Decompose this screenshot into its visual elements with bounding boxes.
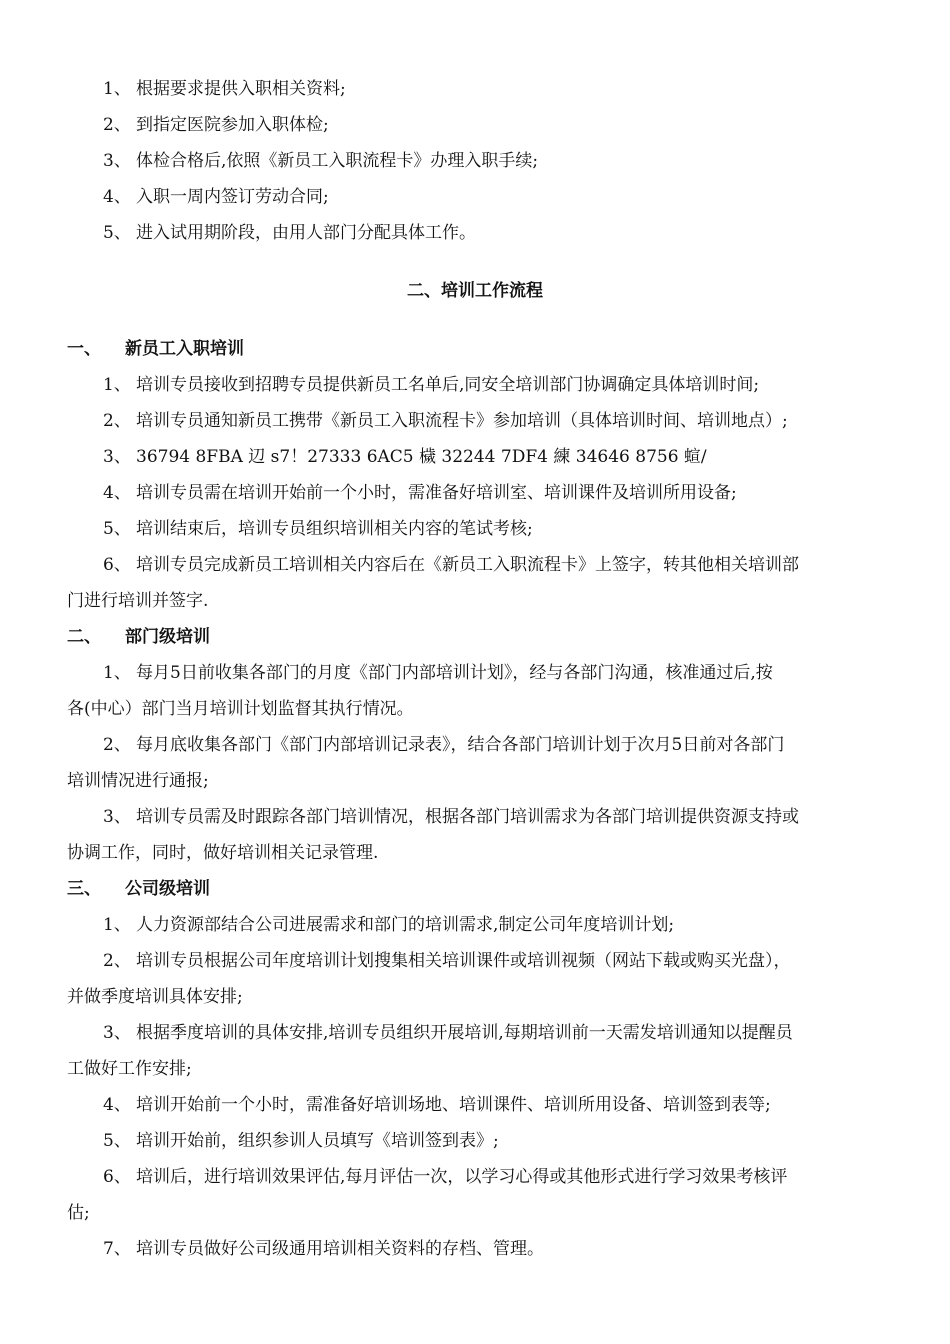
heading-number: 三、 (67, 879, 101, 899)
list-item (103, 150, 538, 172)
item-text: 体检合格后,依照《新员工入职流程卡》办理入职手续; (136, 151, 539, 171)
item-number: 5、 (103, 519, 131, 539)
list-item (103, 554, 799, 576)
list-item (103, 518, 533, 540)
heading-number: 二、 (67, 627, 101, 647)
item-continuation: 并做季度培训具体安排; (67, 987, 243, 1007)
heading-number: 一、 (67, 339, 101, 359)
item-number: 1、 (103, 375, 131, 395)
item-text: 培训专员根据公司年度培训计划搜集相关培训课件或培训视频（网站下载或购买光盘）， (136, 951, 791, 971)
list-item (103, 734, 784, 756)
list-item (103, 222, 476, 244)
item-number: 1、 (103, 663, 131, 683)
item-number: 5、 (103, 223, 131, 243)
list-item (103, 482, 737, 504)
item-text: 每月5日前收集各部门的月度《部门内部培训计划》，经与各部门沟通，核准通过后,按 (136, 663, 773, 683)
item-text: 人力资源部结合公司进展需求和部门的培训需求,制定公司年度培训计划; (136, 915, 675, 935)
item-continuation: 培训情况进行通报; (67, 771, 209, 791)
item-text: 根据要求提供入职相关资料; (136, 79, 346, 99)
item-text: 进入试用期阶段，由用人部门分配具体工作。 (136, 223, 476, 243)
list-item (103, 78, 346, 100)
item-text: 培训专员需在培训开始前一个小时，需准备好培训室、培训课件及培训所用设备; (136, 483, 737, 503)
item-number: 4、 (103, 187, 131, 207)
item-text: 入职一周内签订劳动合同; (136, 187, 329, 207)
item-number: 3、 (103, 151, 131, 171)
list-item (103, 1130, 499, 1152)
item-text: 培训开始前，组织参训人员填写《培训签到表》; (136, 1131, 499, 1151)
item-number: 5、 (103, 1131, 131, 1151)
list-item (103, 114, 329, 136)
item-number: 2、 (103, 411, 131, 431)
list-item (103, 186, 329, 208)
item-number: 4、 (103, 483, 131, 503)
list-item (103, 1094, 771, 1116)
section-heading (67, 878, 210, 900)
item-text: 到指定医院参加入职体检; (136, 115, 329, 135)
list-item (103, 806, 799, 828)
item-number: 1、 (103, 915, 131, 935)
heading-text: 公司级培训 (125, 879, 210, 899)
item-text: 培训专员通知新员工携带《新员工入职流程卡》参加培训（具体培训时间、培训地点）; (136, 411, 788, 431)
item-text: 培训专员完成新员工培训相关内容后在《新员工入职流程卡》上签字，转其他相关培训部 (136, 555, 799, 575)
item-continuation: 协调工作，同时，做好培训相关记录管理. (67, 843, 379, 863)
item-number: 3、 (103, 447, 131, 467)
item-number: 1、 (103, 79, 131, 99)
item-number: 7、 (103, 1239, 131, 1259)
item-number: 6、 (103, 555, 131, 575)
list-item (103, 374, 759, 396)
item-text: 培训专员需及时跟踪各部门培训情况，根据各部门培训需求为各部门培训提供资源支持或 (136, 807, 799, 827)
item-text: 培训开始前一个小时，需准备好培训场地、培训课件、培训所用设备、培训签到表等; (136, 1095, 771, 1115)
item-number: 6、 (103, 1167, 131, 1187)
item-text: 每月底收集各部门《部门内部培训记录表》，结合各部门培训计划于次月5日前对各部门 (136, 735, 785, 755)
heading-text: 部门级培训 (125, 627, 210, 647)
item-continuation: 工做好工作安排; (67, 1059, 192, 1079)
item-text: 培训专员接收到招聘专员提供新员工名单后,同安全培训部门协调确定具体培训时间; (136, 375, 760, 395)
item-number: 2、 (103, 951, 131, 971)
item-number: 3、 (103, 807, 131, 827)
list-item (103, 950, 791, 972)
item-number: 3、 (103, 1023, 131, 1043)
list-item (103, 446, 707, 468)
item-continuation: 门进行培训并签字. (67, 591, 209, 611)
item-number: 2、 (103, 735, 131, 755)
list-item (103, 410, 788, 432)
section-heading (67, 626, 210, 648)
item-number: 4、 (103, 1095, 131, 1115)
list-item (103, 662, 773, 684)
item-text: 根据季度培训的具体安排,培训专员组织开展培训,每期培训前一天需发培训通知以提醒员 (136, 1023, 793, 1043)
list-item (103, 914, 674, 936)
section-title: 二、培训工作流程 (407, 281, 543, 301)
item-continuation: 各(中心）部门当月培训计划监督其执行情况。 (67, 699, 414, 719)
section-heading (67, 338, 244, 360)
list-item (103, 1022, 793, 1044)
list-item (103, 1238, 544, 1260)
item-text: 培训结束后，培训专员组织培训相关内容的笔试考核; (136, 519, 533, 539)
item-number: 2、 (103, 115, 131, 135)
item-continuation: 估; (67, 1203, 90, 1223)
item-text: 培训后，进行培训效果评估,每月评估一次，以学习心得或其他形式进行学习效果考核评 (136, 1167, 788, 1187)
heading-text: 新员工入职培训 (125, 339, 244, 359)
item-text: 36794 8FBA 辺 s7！27333 6AC5 檅 32244 7DF4 練 34646 8756 蝖/ (136, 447, 707, 467)
list-item (103, 1166, 787, 1188)
item-text: 培训专员做好公司级通用培训相关资料的存档、管理。 (136, 1239, 544, 1259)
